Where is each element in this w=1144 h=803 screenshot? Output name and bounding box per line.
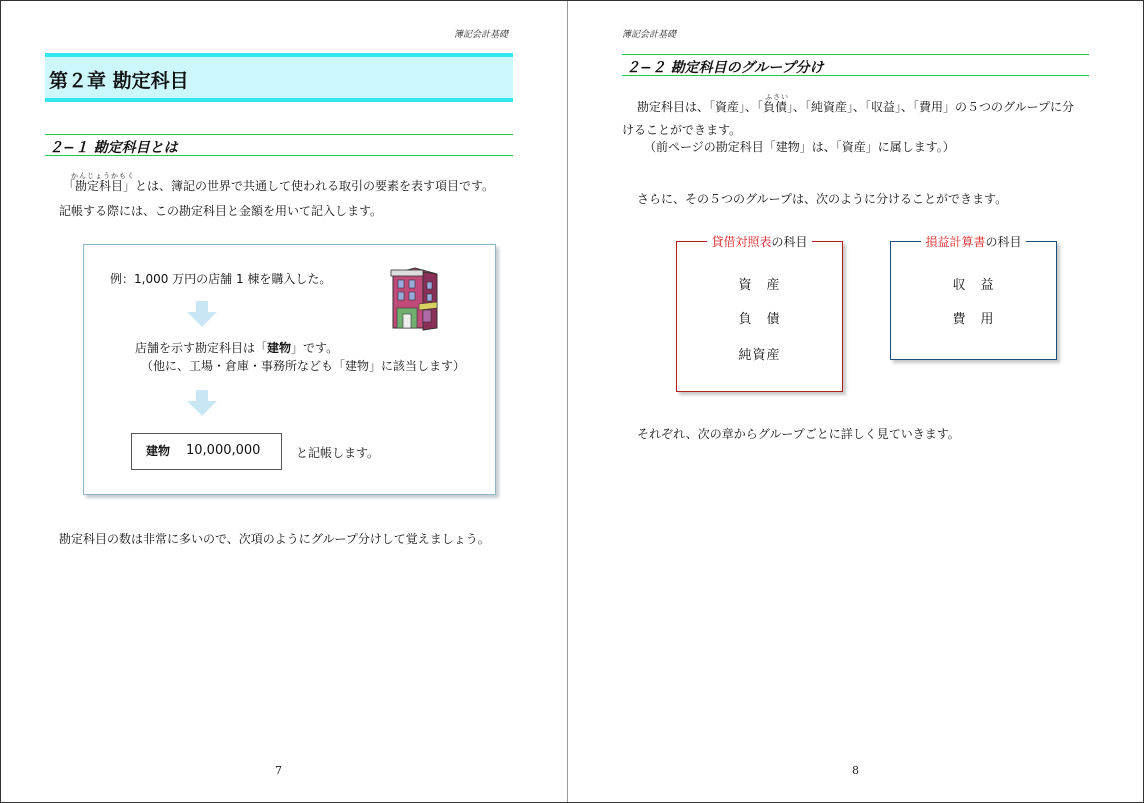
running-header: 簿記会計基礎 <box>454 30 509 40</box>
section-title: ２−１ 勘定科目とは <box>49 140 178 156</box>
page-8 <box>568 1 1143 802</box>
page-number: 7 <box>275 764 282 777</box>
example-line-3: （他に、工場・倉庫・事務所なども「建物」に該当します） <box>141 359 466 373</box>
balance-sheet-legend-suffix: の科目 <box>771 235 808 249</box>
journal-account: 建物 <box>146 444 171 458</box>
income-statement-item: 費 用 <box>952 312 995 327</box>
down-arrow-icon <box>187 301 217 327</box>
example-line-2-post: 」です。 <box>291 341 339 355</box>
income-statement-legend-highlight: 損益計算書 <box>925 235 986 249</box>
page-number: 8 <box>852 764 859 777</box>
balance-sheet-legend-highlight: 貸借対照表 <box>711 235 772 249</box>
income-statement-group-box <box>890 235 1057 360</box>
balance-sheet-item: 純資産 <box>738 348 781 363</box>
income-statement-item: 収 益 <box>952 278 995 293</box>
income-statement-legend <box>891 233 1056 250</box>
para1-line-1: 勘定科目は、「資産」、「負債」、「純資産」、「収益」、「費用」の５つのグループに分 <box>637 100 1075 114</box>
chapter-title: 第２章 勘定科目 <box>49 70 189 92</box>
closing-text: 勘定科目の数は非常に多いので、次項のようにグループ分けして覚えましょう。 <box>59 532 490 546</box>
page-7 <box>1 1 568 802</box>
section-title: ２−２ 勘定科目のグループ分け <box>626 60 824 76</box>
running-header: 簿記会計基礎 <box>622 30 677 40</box>
chapter-heading-band <box>45 53 513 102</box>
balance-sheet-item: 資 産 <box>738 278 781 293</box>
section-heading <box>45 134 513 156</box>
journal-entry-box <box>131 433 282 470</box>
para1-line-3: （前ページの勘定科目「建物」は、「資産」に属します。） <box>644 140 955 154</box>
intro-line-2: 記帳する際には、この勘定科目と金額を用いて記入します。 <box>59 204 383 218</box>
journal-amount: 10,000,000 <box>186 443 261 458</box>
income-statement-legend-suffix: の科目 <box>985 235 1022 249</box>
closing-text: それぞれ、次の章からグループごとに詳しく見ていきます。 <box>637 427 960 441</box>
para1-line-2: けることができます。 <box>622 123 742 137</box>
balance-sheet-group-box <box>676 235 843 392</box>
balance-sheet-item: 負 債 <box>738 312 781 327</box>
balance-sheet-legend <box>677 233 842 250</box>
building-icon <box>389 264 441 332</box>
ruby-reading: ふさい <box>765 93 789 101</box>
example-line-2 <box>135 340 338 356</box>
para2: さらに、その５つのグループは、次のように分けることができます。 <box>637 192 1008 206</box>
example-line-2-bold: 建物 <box>267 341 292 355</box>
ruby-reading: かんじょうかもく <box>71 172 135 180</box>
example-line-2-pre: 店舗を示す勘定科目は「 <box>135 341 268 355</box>
journal-suffix: と記帳します。 <box>296 446 380 460</box>
section-heading <box>622 54 1089 76</box>
example-line-1: 例：1,000 万円の店舗 1 棟を購入した。 <box>110 272 332 286</box>
intro-line-1: 「勘定科目」とは、簿記の世界で共通して使われる取引の要素を表す項目です。 <box>63 179 495 193</box>
down-arrow-icon <box>187 390 217 416</box>
